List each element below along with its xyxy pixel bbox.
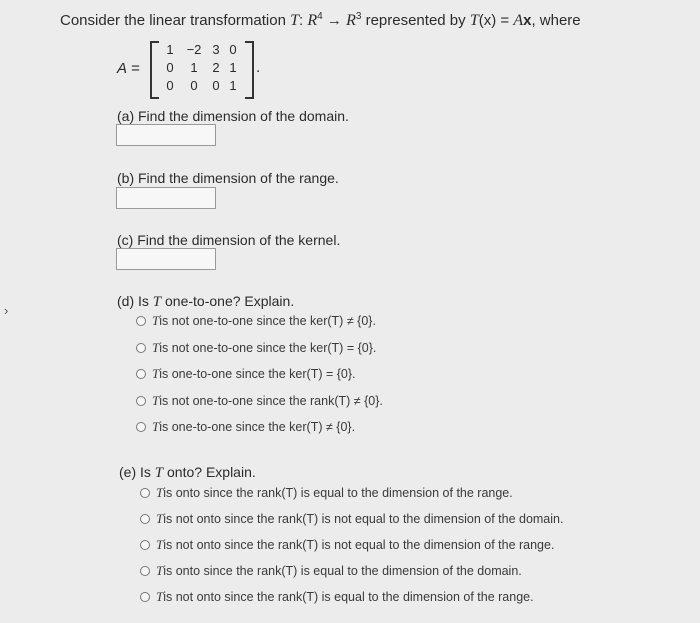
matrix-row <box>150 42 254 60</box>
matrix-label: A = <box>117 60 140 77</box>
margin-mark: › <box>4 303 9 318</box>
d-option-3[interactable]: T is one-to-one since the ker(T) = {0}. <box>136 366 356 382</box>
d-option-5[interactable]: T is one-to-one since the ker(T) ≠ {0}. <box>136 419 355 435</box>
matrix-cell: 0 <box>229 42 237 57</box>
radio-icon[interactable] <box>136 316 146 326</box>
radio-icon[interactable] <box>140 488 150 498</box>
d-option-1[interactable]: T is not one-to-one since the ker(T) ≠ {0}. <box>136 313 376 329</box>
matrix-cell: 0 <box>166 78 174 93</box>
matrix-cell: 1 <box>190 60 198 75</box>
matrix-cell: −2 <box>186 42 202 57</box>
matrix-cell: 0 <box>166 60 174 75</box>
radio-icon[interactable] <box>136 369 146 379</box>
matrix-cell: 2 <box>212 60 220 75</box>
matrix-cell: 1 <box>229 78 237 93</box>
radio-icon[interactable] <box>140 540 150 550</box>
matrix-A <box>150 41 254 95</box>
matrix-cell: 0 <box>190 78 198 93</box>
radio-icon[interactable] <box>136 396 146 406</box>
matrix-cell: 1 <box>229 60 237 75</box>
e-option-1[interactable]: T is onto since the rank(T) is equal to the dimension of the range. <box>140 485 513 501</box>
matrix-cell: 3 <box>212 42 220 57</box>
question-b-label: (b) Find the dimension of the range. <box>117 170 339 186</box>
kernel-dimension-input[interactable] <box>116 248 216 270</box>
d-option-4[interactable]: T is not one-to-one since the rank(T) ≠ {0}. <box>136 393 383 409</box>
question-c-label: (c) Find the dimension of the kernel. <box>117 232 341 248</box>
problem-statement: Consider the linear transformation T: $R^4 \to R^3$ represented by T(x) = Ax, where <box>60 11 581 29</box>
question-d-label: (d) Is T one-to-one? Explain. <box>117 293 295 310</box>
question-e-label: (e) Is T onto? Explain. <box>119 464 256 481</box>
radio-icon[interactable] <box>136 343 146 353</box>
matrix-cell: 1 <box>166 42 174 57</box>
e-option-3[interactable]: T is not onto since the rank(T) is not equal to the dimension of the range. <box>140 537 554 553</box>
e-option-2[interactable]: T is not onto since the rank(T) is not equal to the dimension of the domain. <box>140 511 563 527</box>
radio-icon[interactable] <box>140 592 150 602</box>
domain-dimension-input[interactable] <box>116 124 216 146</box>
question-a-label: (a) Find the dimension of the domain. <box>117 108 349 124</box>
d-option-2[interactable]: T is not one-to-one since the ker(T) = {0}. <box>136 340 376 356</box>
radio-icon[interactable] <box>140 566 150 576</box>
matrix-cell: 0 <box>212 78 220 93</box>
e-option-5[interactable]: T is not onto since the rank(T) is equal to the dimension of the range. <box>140 589 534 605</box>
matrix-row <box>150 78 254 96</box>
radio-icon[interactable] <box>140 514 150 524</box>
e-option-4[interactable]: T is onto since the rank(T) is equal to the dimension of the domain. <box>140 563 522 579</box>
range-dimension-input[interactable] <box>116 187 216 209</box>
matrix-period: . <box>256 59 261 76</box>
matrix-row <box>150 60 254 78</box>
radio-icon[interactable] <box>136 422 146 432</box>
